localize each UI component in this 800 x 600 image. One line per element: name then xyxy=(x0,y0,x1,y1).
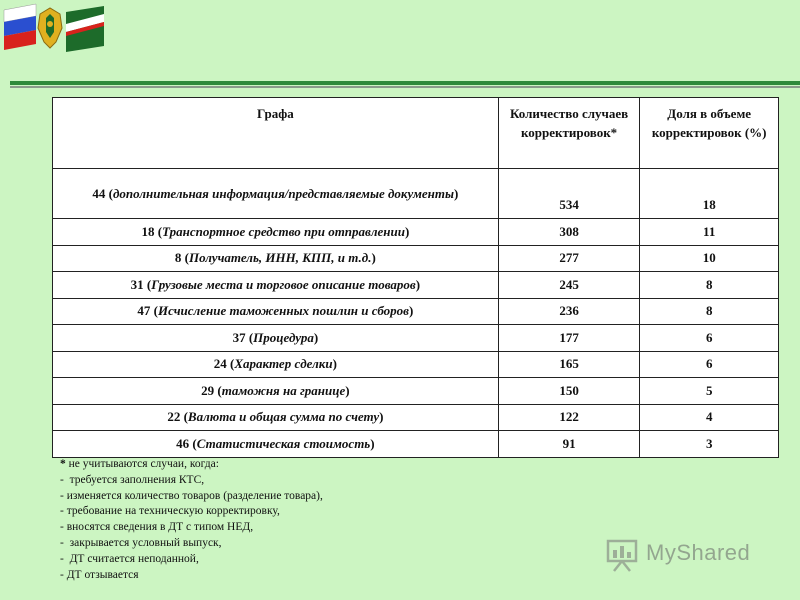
table-body xyxy=(53,169,779,458)
field-cell: 31 (Грузовые места и торговое описание товаров) xyxy=(53,272,499,299)
field-cell: 37 (Процедура) xyxy=(53,325,499,352)
field-number: 47 xyxy=(137,303,151,319)
field-name: Получатель, ИНН, КПП, и т.д. xyxy=(189,250,372,266)
field-cell: 18 (Транспортное средство при отправлении) xyxy=(53,219,499,246)
count-cell: 150 xyxy=(498,378,640,405)
field-cell: 47 (Исчисление таможенных пошлин и сборов) xyxy=(53,298,499,325)
presentation-board-icon xyxy=(604,538,642,572)
header-divider xyxy=(10,81,800,85)
footnote-item: - закрывается условный выпуск, xyxy=(60,536,222,549)
header-column-share: Доля в объеме корректировок (%) xyxy=(640,98,779,169)
count-cell: 122 xyxy=(498,404,640,431)
table-row xyxy=(53,325,779,352)
field-name: Исчисление таможенных пошлин и сборов xyxy=(158,303,409,319)
share-cell: 6 xyxy=(640,351,779,378)
footnote-asterisk: * xyxy=(60,458,66,470)
field-number: 46 xyxy=(176,435,190,451)
table-row xyxy=(53,404,779,431)
count-cell: 308 xyxy=(498,219,640,246)
field-number: 22 xyxy=(167,409,181,425)
field-cell: 29 (таможня на границе) xyxy=(53,378,499,405)
field-name: Характер сделки xyxy=(234,356,333,372)
field-name: таможня на границе xyxy=(221,382,346,398)
table-row xyxy=(53,169,779,219)
corrections-table xyxy=(52,97,779,458)
customs-logo xyxy=(2,2,106,54)
field-name: Валюта и общая сумма по счету xyxy=(187,409,380,425)
table-header-row xyxy=(53,98,779,169)
footnote-intro xyxy=(60,457,580,473)
field-number: 29 xyxy=(201,382,215,398)
customs-flag-icon xyxy=(66,6,104,52)
footnote-item: - ДТ считается неподанной, xyxy=(60,552,199,565)
watermark-text: MyShared xyxy=(646,540,751,565)
footnote-item: - ДТ отзывается xyxy=(60,568,139,581)
field-number: 31 xyxy=(130,276,144,292)
count-cell: 245 xyxy=(498,272,640,299)
header-divider-shadow xyxy=(10,86,800,88)
count-cell: 277 xyxy=(498,245,640,272)
footnote-intro-text: не учитываются случаи, когда: xyxy=(68,458,219,470)
table-row xyxy=(53,378,779,405)
share-cell: 8 xyxy=(640,272,779,299)
count-cell: 165 xyxy=(498,351,640,378)
field-name: дополнительная информация/представляемые документы xyxy=(112,186,454,201)
table-row xyxy=(53,431,779,458)
field-number: 44 xyxy=(92,186,106,201)
table-row xyxy=(53,351,779,378)
table-row xyxy=(53,298,779,325)
field-name: Процедура xyxy=(253,329,314,345)
header-column-count: Количество случаев корректировок* xyxy=(498,98,640,169)
field-cell: 44 (дополнительная информация/представляемые документы) xyxy=(53,169,499,219)
share-cell: 8 xyxy=(640,298,779,325)
field-number: 24 xyxy=(213,356,227,372)
table-row xyxy=(53,219,779,246)
field-cell: 8 (Получатель, ИНН, КПП, и т.д.) xyxy=(53,245,499,272)
count-cell: 534 xyxy=(498,169,640,219)
field-name: Статистическая стоимость xyxy=(196,435,371,451)
field-cell: 46 (Статистическая стоимость) xyxy=(53,431,499,458)
footnote-item: - требуется заполнения КТС, xyxy=(60,473,205,486)
table-row xyxy=(53,245,779,272)
share-cell: 3 xyxy=(640,431,779,458)
count-cell: 91 xyxy=(498,431,640,458)
header-column-field: Графа xyxy=(53,98,499,169)
field-number: 37 xyxy=(232,329,246,345)
count-cell: 236 xyxy=(498,298,640,325)
footnote-item: - вносятся сведения в ДТ с типом НЕД, xyxy=(60,521,254,534)
field-number: 18 xyxy=(141,223,155,239)
myshared-watermark xyxy=(604,538,774,572)
field-number: 8 xyxy=(174,250,182,266)
share-cell: 10 xyxy=(640,245,779,272)
field-name: Грузовые места и торговое описание товаров xyxy=(151,276,416,292)
footnote-item: - изменяется количество товаров (разделение товара), xyxy=(60,489,323,502)
share-cell: 5 xyxy=(640,378,779,405)
field-name: Транспортное средство при отправлении xyxy=(162,223,405,239)
field-cell: 22 (Валюта и общая сумма по счету) xyxy=(53,404,499,431)
table-row xyxy=(53,272,779,299)
russian-flag-icon xyxy=(4,4,36,50)
share-cell: 18 xyxy=(640,169,779,219)
eagle-emblem-icon xyxy=(38,8,62,48)
share-cell: 6 xyxy=(640,325,779,352)
footnote-item: - требование на техническую корректировку, xyxy=(60,505,280,518)
share-cell: 4 xyxy=(640,404,779,431)
footnotes xyxy=(60,457,580,583)
field-cell: 24 (Характер сделки) xyxy=(53,351,499,378)
share-cell: 11 xyxy=(640,219,779,246)
count-cell: 177 xyxy=(498,325,640,352)
